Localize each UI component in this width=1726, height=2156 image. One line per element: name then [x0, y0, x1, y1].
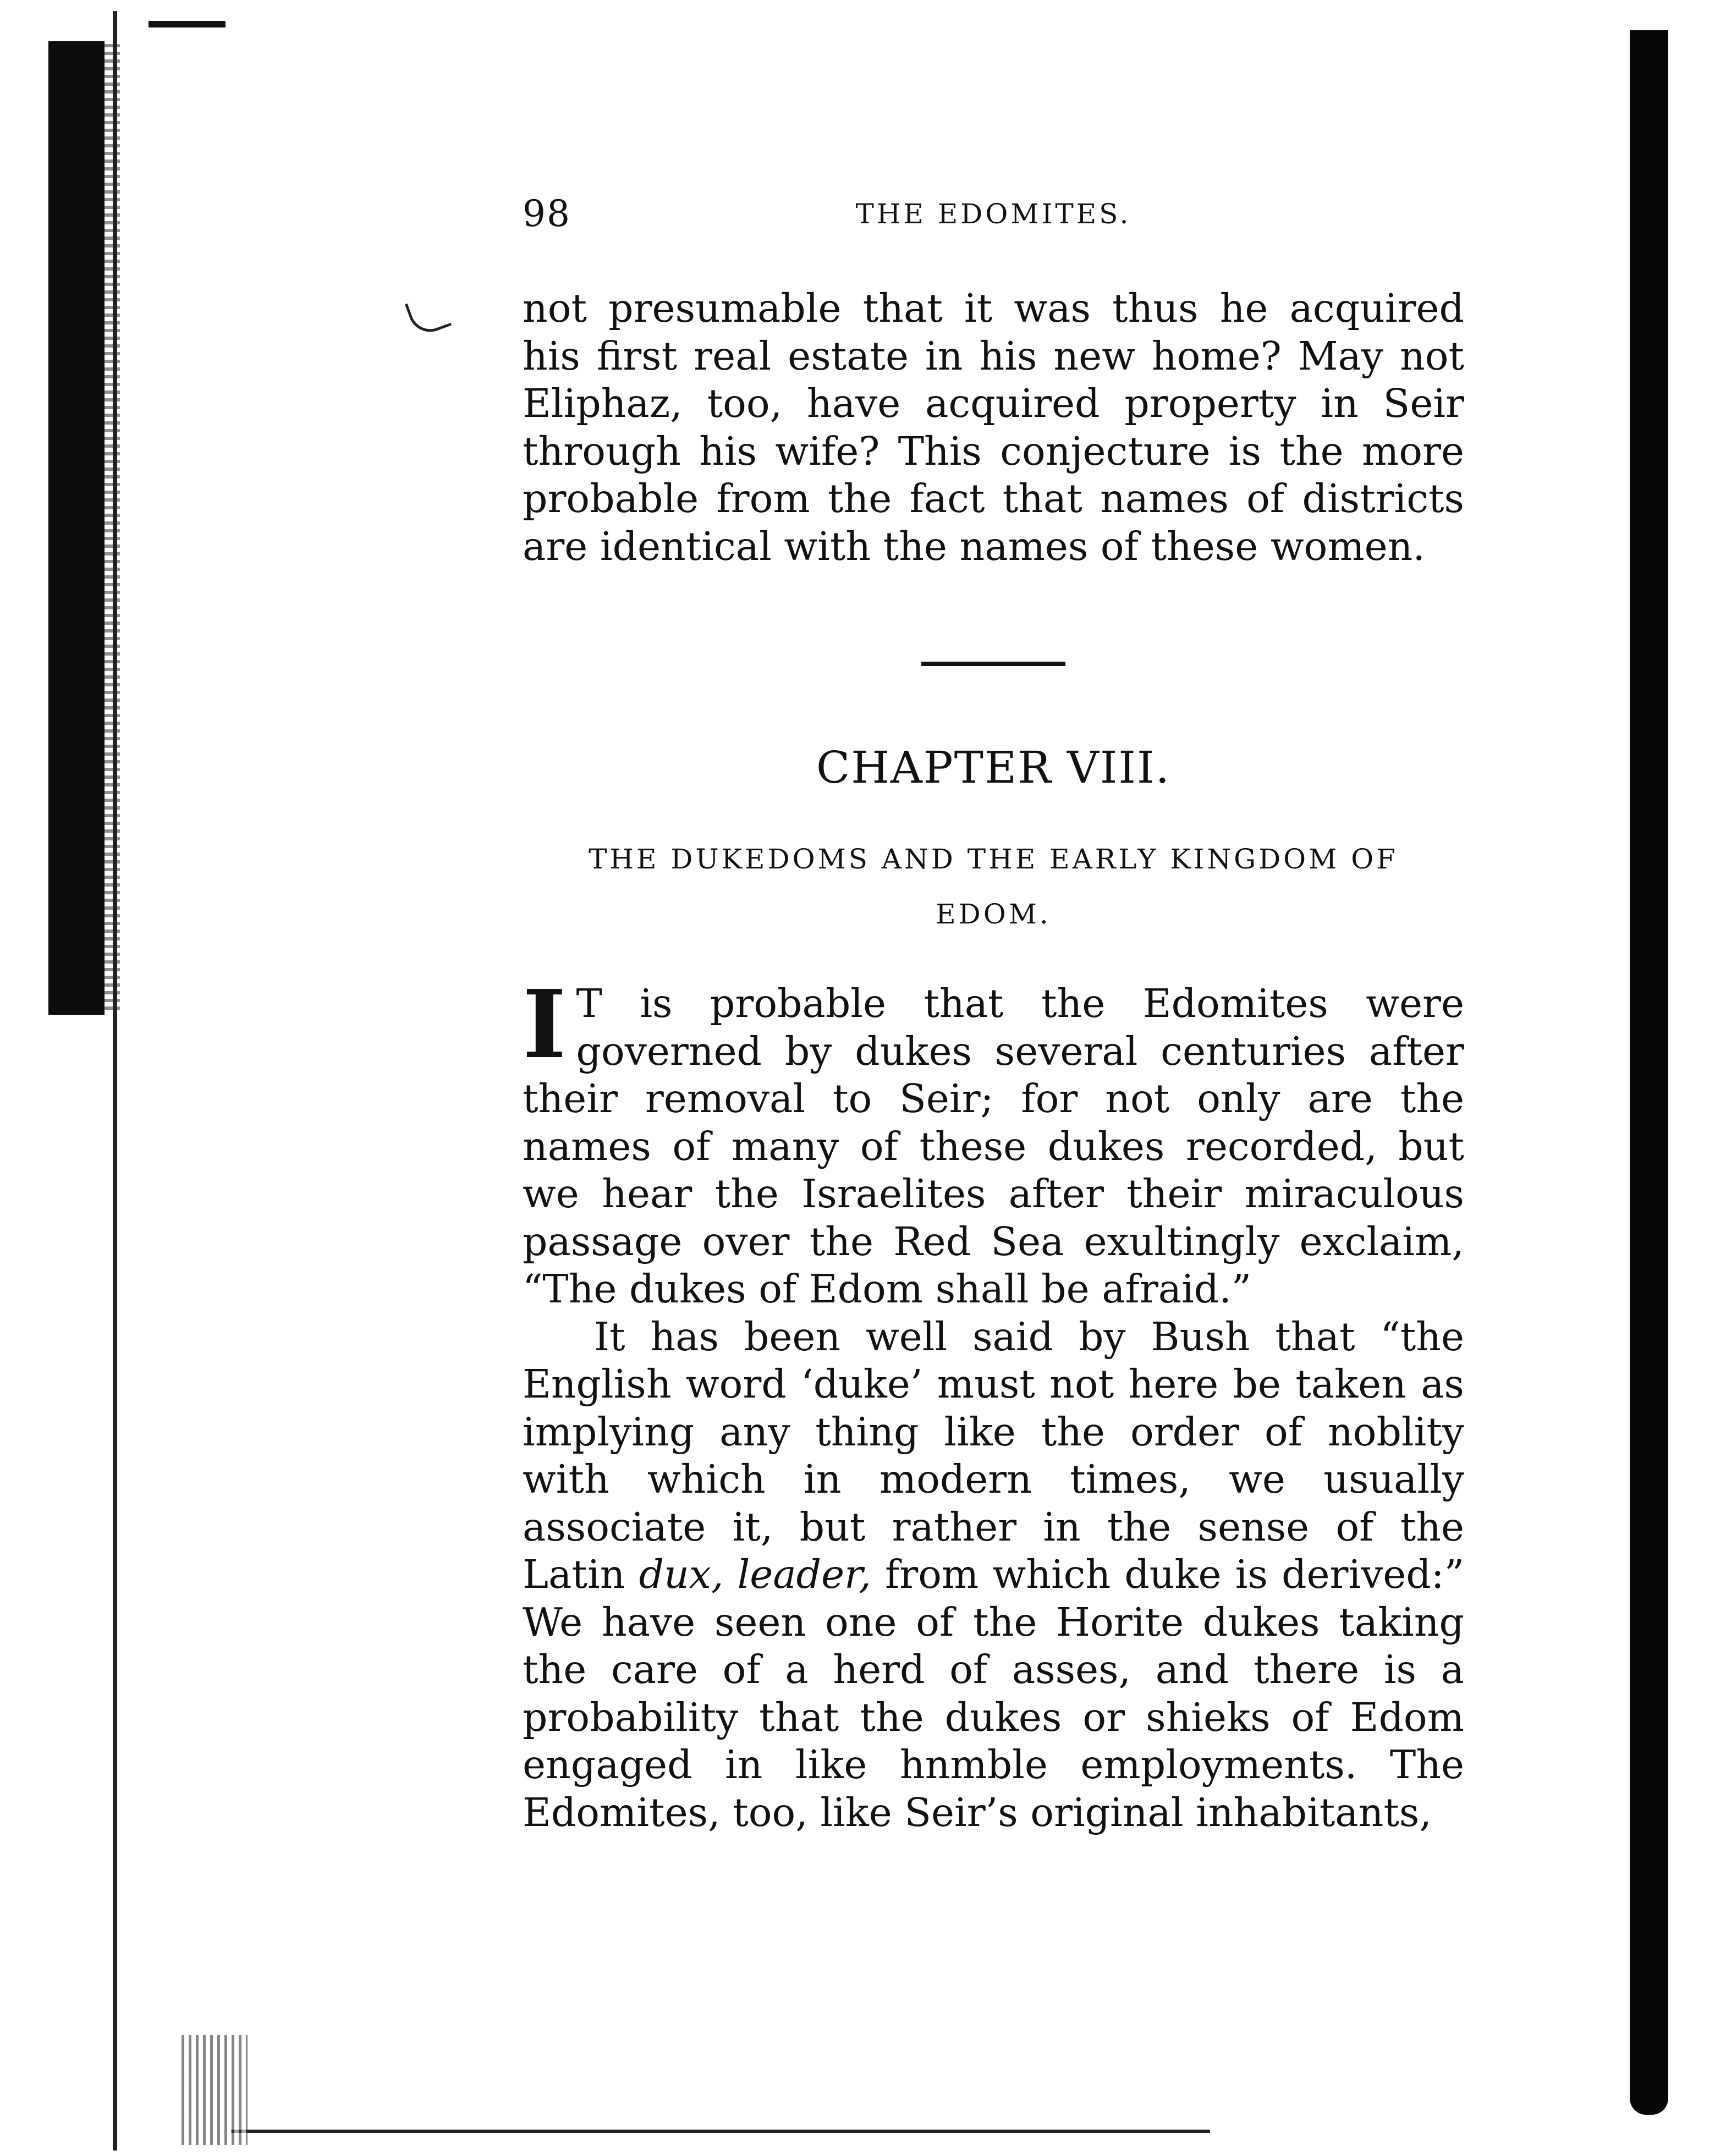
page-border-left [113, 11, 117, 2150]
scan-edge-right [1630, 30, 1668, 2115]
running-head [523, 193, 1464, 242]
running-title: THE EDOMITES. [855, 198, 1131, 230]
paragraph-text-before-italic: It has been well said by Bush that “the English word ‘duke’ must not here be taken as implying any thing like the order of noblity with which in modern times, we usually associate it, but rather in the sense of the Latin [523, 1313, 1464, 1597]
paragraph-text-after-italic: from which duke is derived:” We have seen one of the Horite dukes taking the care of a herd of asses, and there is a probability that the dukes or shieks of Edom engaged in like hnmble employments. The Edomites, too, like Seir’s original inhabitants, [523, 1552, 1464, 1835]
scan-edge-left [48, 41, 105, 1015]
paragraph-opening [523, 970, 1464, 1313]
chapter-subtitle: THE DUKEDOMS AND THE EARLY KINGDOM OF EDOM. [589, 843, 1398, 930]
page-number: 98 [523, 193, 571, 235]
drop-cap: I [523, 970, 567, 1080]
margin-pencil-mark [405, 292, 452, 338]
paragraph-bush-quote [523, 1313, 1464, 1837]
scan-noise-left [105, 44, 120, 1012]
chapter-title: CHAPTER VIII. [816, 742, 1170, 793]
paragraph-continuation: not presumable that it was thus he acquired his first real estate in his new home? May not Eliphaz, too, have acquired property in Seir through his wife? This conjecture is the more probable from the fact that names of districts are identical with the names of these women. [523, 285, 1464, 569]
scan-mark-top [149, 21, 226, 28]
scan-noise-bottom [182, 2035, 248, 2145]
paragraph-opening-text: T is probable that the Edomites were governed by dukes several centuries after their removal to Seir; for not only are the names of many of these dukes recorded, but we hear the Israelites after their miraculous passage over the Red Sea exultingly exclaim, “The dukes of Edom shall be afraid.” [523, 981, 1464, 1312]
page-border-bottom [231, 2130, 1210, 2133]
book-page [523, 193, 1464, 1836]
italic-latin-term: dux, leader, [639, 1552, 871, 1597]
section-divider [921, 662, 1065, 666]
